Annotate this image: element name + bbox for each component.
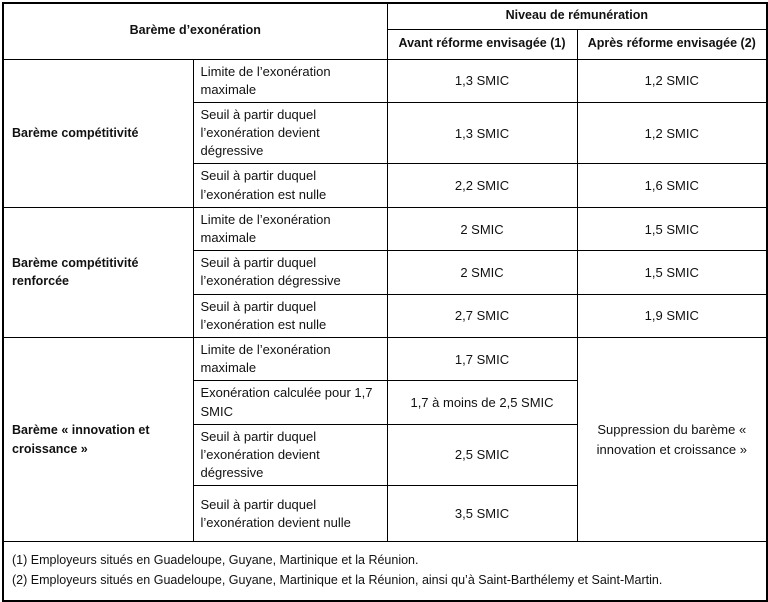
value-before: 1,3 SMIC	[387, 102, 577, 164]
row-label: Seuil à partir duquel l’exonération devient dégressive	[193, 102, 387, 164]
value-after: 1,5 SMIC	[577, 251, 767, 294]
footnote-1: (1) Employeurs situés en Guadeloupe, Guyane, Martinique et la Réunion.	[12, 553, 419, 568]
value-before: 2,5 SMIC	[387, 424, 577, 486]
header-avant-reforme: Avant réforme envisagée (1)	[387, 29, 577, 59]
value-before: 2 SMIC	[387, 251, 577, 294]
row-label: Limite de l’exonération maximale	[193, 59, 387, 102]
value-before: 2,2 SMIC	[387, 164, 577, 207]
value-before: 1,3 SMIC	[387, 59, 577, 102]
value-after: 1,5 SMIC	[577, 207, 767, 250]
row-label: Seuil à partir duquel l’exonération devient dégressive	[193, 424, 387, 486]
group-name-competitivite-renforcee: Barème compétitivité renforcée	[3, 207, 193, 337]
row-label: Seuil à partir duquel l’exonération devient nulle	[193, 486, 387, 542]
row-label: Seuil à partir duquel l’exonération dégressive	[193, 251, 387, 294]
row-label: Seuil à partir duquel l’exonération est nulle	[193, 164, 387, 207]
value-before: 1,7 à moins de 2,5 SMIC	[387, 381, 577, 424]
value-after: 1,9 SMIC	[577, 294, 767, 337]
footnote-2: (2) Employeurs situés en Guadeloupe, Guyane, Martinique et la Réunion, ainsi qu’à Saint-Barthélemy et Saint-Martin.	[12, 573, 663, 588]
row-label: Limite de l’exonération maximale	[193, 337, 387, 380]
value-after-merged-suppression: Suppression du barème « innovation et croissance »	[577, 337, 767, 541]
group-name-innovation-croissance: Barème « innovation et croissance »	[3, 337, 193, 541]
group-name-competitivite: Barème compétitivité	[3, 59, 193, 207]
value-before: 2,7 SMIC	[387, 294, 577, 337]
row-label: Limite de l’exonération maximale	[193, 207, 387, 250]
header-niveau-remuneration: Niveau de rémunération	[387, 3, 767, 29]
value-before: 2 SMIC	[387, 207, 577, 250]
value-before: 3,5 SMIC	[387, 486, 577, 542]
exoneration-table	[2, 2, 768, 602]
value-after: 1,2 SMIC	[577, 102, 767, 164]
value-after: 1,6 SMIC	[577, 164, 767, 207]
row-label: Seuil à partir duquel l’exonération est nulle	[193, 294, 387, 337]
value-after: 1,2 SMIC	[577, 59, 767, 102]
row-label: Exonération calculée pour 1,7 SMIC	[193, 381, 387, 424]
header-apres-reforme: Après réforme envisagée (2)	[577, 29, 767, 59]
header-bareme-exoneration: Barème d’exonération	[3, 3, 387, 59]
footnotes-cell	[3, 542, 767, 602]
value-before: 1,7 SMIC	[387, 337, 577, 380]
